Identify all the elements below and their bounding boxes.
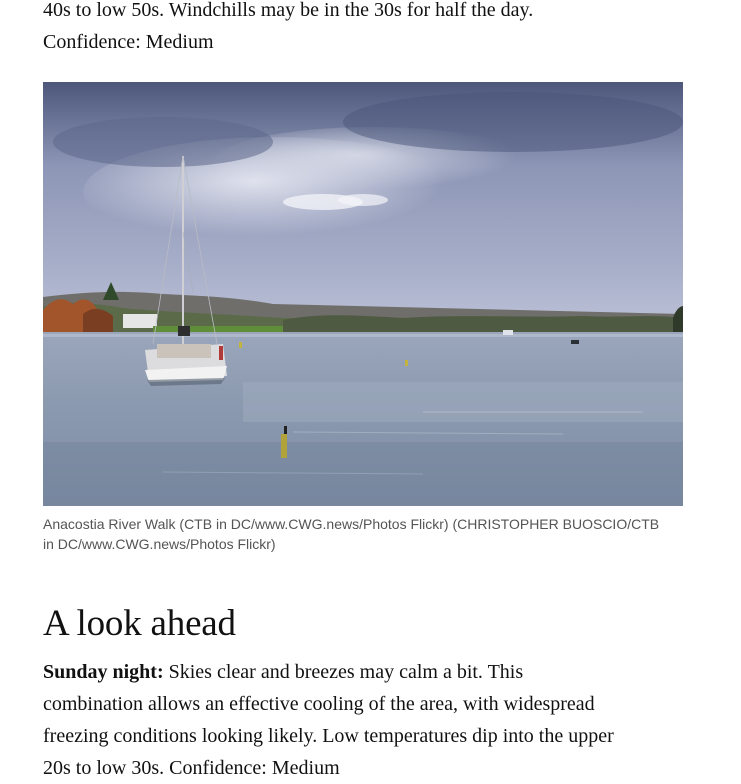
caption-line: in DC/www.CWG.news/Photos Flickr) <box>43 536 276 552</box>
paragraph-line <box>43 656 683 688</box>
period-label: Sunday night: <box>43 661 164 683</box>
paragraph-line: combination allows an effective cooling of the area, with widespread <box>43 693 595 715</box>
paragraph-text: Skies clear and breezes may calm a bit. This <box>163 661 524 683</box>
caption-line: Anacostia River Walk (CTB in DC/www.CWG.news/Photos Flickr) (CHRISTOPHER BUOSCIO/CTB <box>43 516 660 532</box>
paragraph-line: Confidence: Medium <box>43 31 214 53</box>
paragraph-line: 20s to low 30s. Confidence: Medium <box>43 757 340 779</box>
paragraph-line: 40s to low 50s. Windchills may be in the 30s for half the day. <box>43 0 534 21</box>
section-heading: A look ahead <box>43 603 236 644</box>
article-photo[interactable] <box>43 82 683 506</box>
forecast-paragraph-sunday-night <box>43 656 683 784</box>
photo-caption <box>43 514 683 554</box>
paragraph-line: freezing conditions looking likely. Low temperatures dip into the upper <box>43 725 614 747</box>
forecast-paragraph-intro <box>43 0 683 58</box>
river-photo-illustration <box>43 82 683 506</box>
